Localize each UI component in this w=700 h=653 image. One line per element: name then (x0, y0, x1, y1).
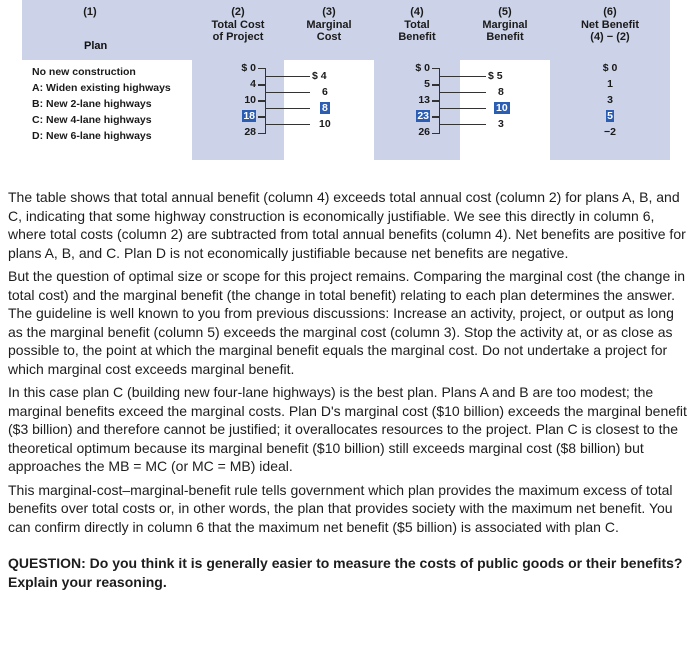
benefit-bracket (432, 116, 440, 134)
benefit-connector (440, 124, 486, 125)
net-benefit-highlight: 5 (607, 110, 613, 122)
col-4-header (374, 6, 460, 44)
cost-connector (266, 92, 310, 93)
col-5-label-line1: Marginal (482, 18, 528, 31)
col-5-label-line2: Benefit (486, 31, 524, 43)
marginal-cost-value (320, 102, 330, 114)
col-2-label-line2: of Project (212, 31, 264, 43)
total-benefit-highlight: 23 (417, 110, 429, 122)
col-6-label-line2: (4) − (2) (590, 31, 630, 43)
col-5-number: (5) (498, 6, 512, 18)
row-plan-label: D: New 6-lane highways (32, 130, 152, 142)
col-4-label-line2: Benefit (398, 31, 436, 43)
marginal-benefit-value: 3 (498, 118, 504, 130)
paragraph: The table shows that total annual benefit (column 4) exceeds total annual cost (column 2) for plans A, B, and C, indicating that some highway construction is economically justifiable. We see this directly in column 6, where total costs (column 2) are subtracted from total annual benefits (column 4). Net benefits are positive for plans A, B, and C. Plan D is not economically justifiable because net benefits are negative. (8, 189, 686, 261)
cost-benefit-table (22, 0, 670, 160)
col-3-label-line2: Cost (316, 31, 342, 43)
paragraph: This marginal-cost–marginal-benefit rule tells government which plan provides the maximum excess of total benefits over total costs or, in other words, the plan that provides society with the maximum net benefit. You can confirm directly in column 6 that the maximum net benefit ($5 billion) is associated with plan C. (8, 481, 673, 535)
question: QUESTION: Do you think it is generally easier to measure the costs of public goods or their benefits? Explain your reasoning. (8, 555, 683, 590)
col-5-header (460, 6, 550, 44)
benefit-connector (440, 108, 486, 109)
marginal-benefit-value: 8 (498, 86, 504, 98)
col-4-number: (4) (410, 6, 424, 18)
col-2-header (192, 6, 284, 44)
marginal-cost-value: 10 (319, 118, 331, 130)
marginal-benefit-value (494, 102, 510, 114)
total-benefit-value: 13 (418, 94, 430, 106)
net-benefit-value (590, 110, 630, 122)
paragraph: In this case plan C (building new four-lane highways) is the best plan. Plans A and B are too modest; the marginal benefits exceed the marginal costs. Plan D's marginal cost ($10 billion) exceeds the marginal benefit ($3 billion) and therefore cannot be justified; it overallocates resources to the project. Plan C is closest to the theoretical optimum because its marginal benefit ($10 billion) still exceeds marginal cost ($8 billion) but approaches the MB = MC (or MC = MB) ideal. (8, 384, 687, 474)
marginal-cost-value: $ 4 (312, 70, 327, 82)
col-3-label-line1: Marginal (306, 18, 352, 31)
total-cost-value: $ 0 (241, 62, 256, 74)
cost-connector (266, 108, 310, 109)
col-2-label-line1: Total Cost (211, 18, 265, 31)
row-plan-label: B: New 2-lane highways (32, 98, 152, 110)
total-benefit-value: 26 (418, 126, 430, 138)
col-4-label-line1: Total (404, 18, 430, 31)
explanation-text (8, 188, 688, 596)
net-benefit-value: −2 (604, 126, 616, 138)
col-6-header (550, 6, 670, 44)
total-cost-value (242, 110, 256, 122)
cost-connector (266, 124, 310, 125)
total-benefit-value: 5 (424, 78, 430, 90)
col-3-header (284, 6, 374, 44)
total-cost-value: 4 (250, 78, 256, 90)
cost-bracket (258, 116, 266, 134)
total-benefit-value: $ 0 (415, 62, 430, 74)
row-plan-label: C: New 4-lane highways (32, 114, 152, 126)
cost-connector (266, 76, 310, 77)
marginal-benefit-highlight: 10 (496, 102, 508, 114)
col-3-number: (3) (322, 6, 336, 18)
net-benefit-value: $ 0 (602, 62, 618, 74)
col-plan-header: Plan (84, 40, 108, 52)
col-6-number: (6) (603, 6, 617, 18)
benefit-connector (440, 76, 486, 77)
total-cost-highlight: 18 (243, 110, 255, 122)
row-plan-label: A: Widen existing highways (32, 82, 171, 94)
col-2-number: (2) (231, 6, 245, 18)
col-1-number: (1) (83, 6, 97, 18)
total-benefit-value (416, 110, 430, 122)
total-cost-value: 28 (244, 126, 256, 138)
marginal-cost-highlight: 8 (322, 102, 328, 114)
paragraph: But the question of optimal size or scope for this project remains. Comparing the marginal cost (the change in total cost) and the marginal benefit (the change in total benefit) relating to each plan determines the answer. The guideline is well known to you from previous discussions: Increase an activity, project, or output as long as the marginal benefit (column 5) exceeds the marginal cost (column 3). Stop the activity at, or as close as possible to, the point at which the marginal benefit equals the marginal cost. Do not undertake a project for which marginal cost exceeds marginal benefit. (8, 268, 686, 377)
net-benefit-value: 3 (607, 94, 613, 106)
net-benefit-value: 1 (607, 78, 613, 90)
col-6-label-line1: Net Benefit (580, 18, 640, 31)
total-cost-value: 10 (244, 94, 256, 106)
marginal-benefit-value: $ 5 (488, 70, 503, 82)
marginal-cost-value: 6 (322, 86, 328, 98)
benefit-connector (440, 92, 486, 93)
row-plan-label: No new construction (32, 66, 136, 78)
